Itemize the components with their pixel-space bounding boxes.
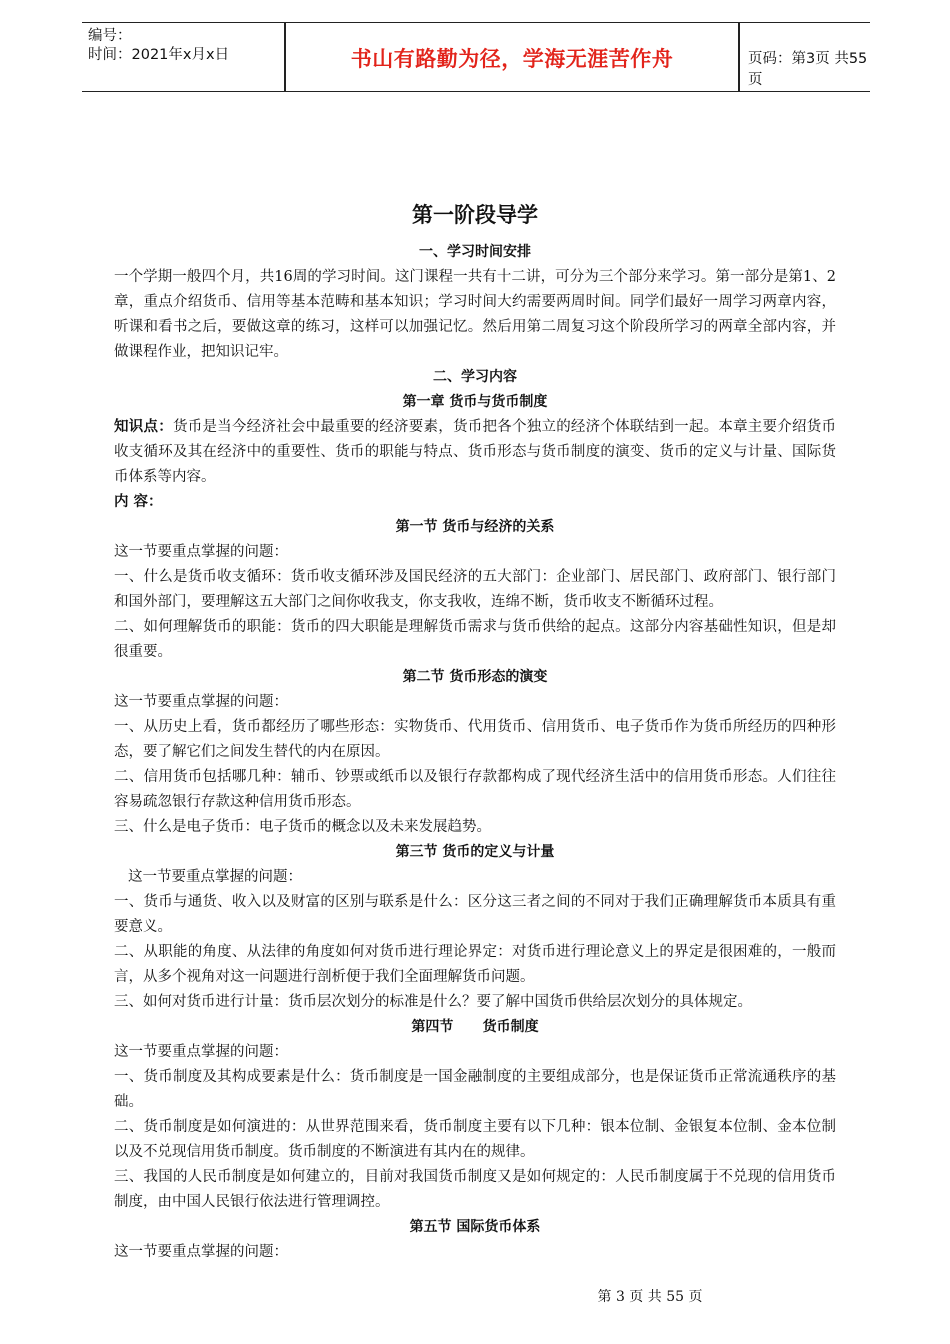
subsection-intro: 这一节要重点掌握的问题： [114,544,288,560]
subsection-intro: 这一节要重点掌握的问题： [114,1244,288,1260]
document-number-label: 编号： [88,28,132,44]
knowledge-points [114,415,836,490]
list-item: 一、货币制度及其构成要素是什么：货币制度是一国金融制度的主要组成部分，也是保证货币正常流通秩序的基础。 [114,1069,836,1110]
chapter-heading: 第一章 货币与货币制度 [402,394,548,410]
list-item: 一、什么是货币收支循环：货币收支循环涉及国民经济的五大部门：企业部门、居民部门、政府部门、银行部门和国外部门，要理解这五大部门之间你收我支，你支我收，连绵不断，货币收支不断循环过程。 [114,569,836,610]
subsection-heading: 第一节 货币与经济的关系 [395,519,555,535]
list-item: 二、货币制度是如何演进的：从世界范围来看，货币制度主要有以下几种：银本位制、金银复本位制、金本位制以及不兑现信用货币制度。货币制度的不断演进有其内在的规律。 [114,1119,836,1160]
page-title: 第一阶段导学 [412,203,538,227]
knowledge-points-label: 知识点： [114,419,173,435]
list-item: 二、信用货币包括哪几种：辅币、钞票或纸币以及银行存款都构成了现代经济生活中的信用货币形态。人们往往容易疏忽银行存款这种信用货币形态。 [114,769,836,810]
list-item: 三、什么是电子货币：电子货币的概念以及未来发展趋势。 [114,819,491,835]
list-item: 三、如何对货币进行计量：货币层次划分的标准是什么？要了解中国货币供给层次划分的具体规定。 [114,994,752,1010]
header-divider [738,23,740,91]
document-body [114,198,836,1265]
document-time-label: 时间：2021年x月x日 [88,47,230,63]
content-label: 内 容： [114,494,163,510]
subsection-heading: 第二节 货币形态的演变 [402,669,548,685]
page-footer: 第 3 页 共 55 页 [597,1289,703,1305]
list-item: 三、我国的人民币制度是如何建立的，目前对我国货币制度又是如何规定的：人民币制度属于不兑现的信用货币制度，由中国人民银行依法进行管理调控。 [114,1169,836,1210]
subsection-heading: 第五节 国际货币体系 [409,1219,541,1235]
section-heading: 一、学习时间安排 [419,244,531,260]
header-page-info: 页码：第3页 共55页 [748,51,868,88]
list-item: 一、从历史上看，货币都经历了哪些形态：实物货币、代用货币、信用货币、电子货币作为货币所经历的四种形态，要了解它们之间发生替代的内在原因。 [114,719,836,760]
header-meta [88,27,284,65]
paragraph: 一个学期一般四个月，共16周的学习时间。这门课程一共有十二讲，可分为三个部分来学习。第一部分是第1、2章，重点介绍货币、信用等基本范畴和基本知识；学习时间大约需要两周时间。同学们最好一周学习两章内容，听课和看书之后，要做这章的练习，这样可以加强记忆。然后用第二周复习这个阶段所学习的两章全部内容，并做课程作业，把知识记牢。 [114,269,836,360]
subsection-intro: 这一节要重点掌握的问题： [128,869,302,885]
knowledge-points-text: 货币是当今经济社会中最重要的经济要素，货币把各个独立的经济个体联结到一起。本章主要介绍货币收支循环及其在经济中的重要性、货币的职能与特点、货币形态与货币制度的演变、货币的定义与计量、国际货币体系等内容。 [114,419,837,485]
subsection-heading: 第四节 货币制度 [411,1019,539,1035]
subsection-intro: 这一节要重点掌握的问题： [114,1044,288,1060]
page-header [82,22,870,92]
list-item: 二、从职能的角度、从法律的角度如何对货币进行理论界定：对货币进行理论意义上的界定是很困难的，一般而言，从多个视角对这一问题进行剖析便于我们全面理解货币问题。 [114,944,836,985]
section-heading: 二、学习内容 [433,369,517,385]
subsection-intro: 这一节要重点掌握的问题： [114,694,288,710]
list-item: 一、货币与通货、收入以及财富的区别与联系是什么：区分这三者之间的不同对于我们正确理解货币本质具有重要意义。 [114,894,836,935]
list-item: 二、如何理解货币的职能：货币的四大职能是理解货币需求与货币供给的起点。这部分内容基础性知识，但是却很重要。 [114,619,836,660]
subsection-heading: 第三节 货币的定义与计量 [395,844,555,860]
header-motto: 书山有路勤为径，学海无涯苦作舟 [350,46,674,71]
